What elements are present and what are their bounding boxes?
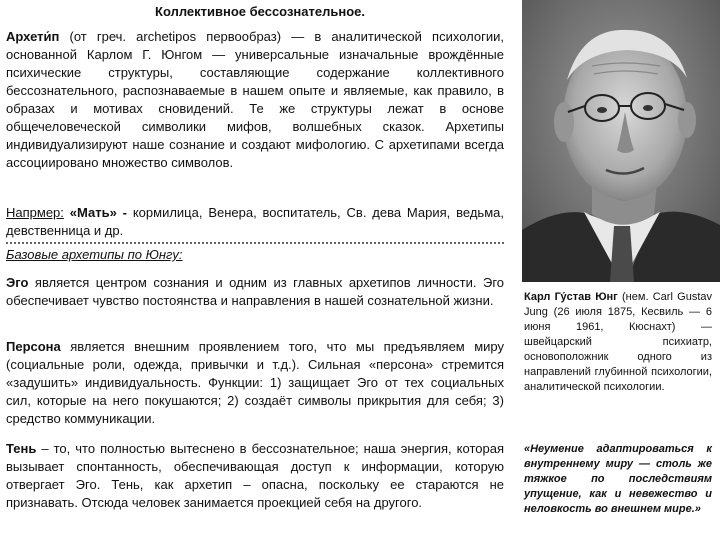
jung-portrait [522,0,720,282]
caption-name: Карл Гу́став Юнг [524,291,618,303]
archetype-definition [6,28,504,172]
archetype-term: Архети́п [6,29,60,44]
archetype-example [6,204,504,240]
example-label: Напрмер: [6,205,64,220]
persona-paragraph [6,338,504,428]
base-archetypes-heading: Базовые архетипы по Юнгу: [6,247,183,262]
shadow-paragraph [6,440,504,512]
dotted-separator [6,242,504,244]
archetype-definition-text: (от греч. archetipos первообраз) — в аналитической психологии, основанной Карлом Г. Юнгом — универсальные изначальные врождённые психические структуры, составляющие содержание коллективного бессознательного, распознаваемые в нашем опыте и являемые, как правило, в образах и мотивах сновидений. Те же структуры лежат в основе общечеловеческой символики мифов, волшебных сказок. Архетипы индивидуализируют наше сознание и создают мифологию. С архетипами всегда ассоциировано множество символов. [6,29,504,170]
persona-term: Персона [6,339,61,354]
portrait-caption [524,290,712,395]
ego-paragraph [6,274,504,310]
caption-text: (нем. Carl Gustav Jung (26 июля 1875, Кесвиль — 6 июня 1961, Кюснахт) — швейцарский психиатр, основоположник одного из направлений глубинной психологии, аналитической психологии. [524,291,712,393]
persona-text: является внешним проявлением того, что мы предъявляем миру (социальные роли, одежда, привычки и т.д.). Сильная «персона» стремится «задушить» индивидуальность. Функции: 1) защищает Эго от тех социальных сил, которые на него покушаются; 2) создаёт символы прикрытия для себя; 3) средство коммуникации. [6,339,504,426]
jung-quote: «Неумение адаптироваться к внутреннему миру — столь же тяжкое по последствиям упущение, как и невежество и неловкость во внешнем мире.» [524,443,712,515]
shadow-text: – то, что полностью вытеснено в бессознательное; наша энергия, которая вызывает спонтанность, обеспечивающая доступ к информации, которую отвергает Эго. Тень, как архетип – опасна, поскольку ее стараются не признавать. Отсюда человек занимается проекцией себя на другого. [6,441,504,510]
example-term: «Мать» - [69,205,127,220]
page-title: Коллективное бессознательное. [155,4,365,19]
shadow-term: Тень [6,441,37,456]
ego-term: Эго [6,275,29,290]
example-text: кормилица, Венера, воспитатель, Св. дева Мария, ведьма, девственница и др. [6,205,504,238]
ego-text: является центром сознания и одним из главных архетипов личности. Эго обеспечивает чувство постоянства и направления в нашей сознательной жизни. [6,275,504,308]
